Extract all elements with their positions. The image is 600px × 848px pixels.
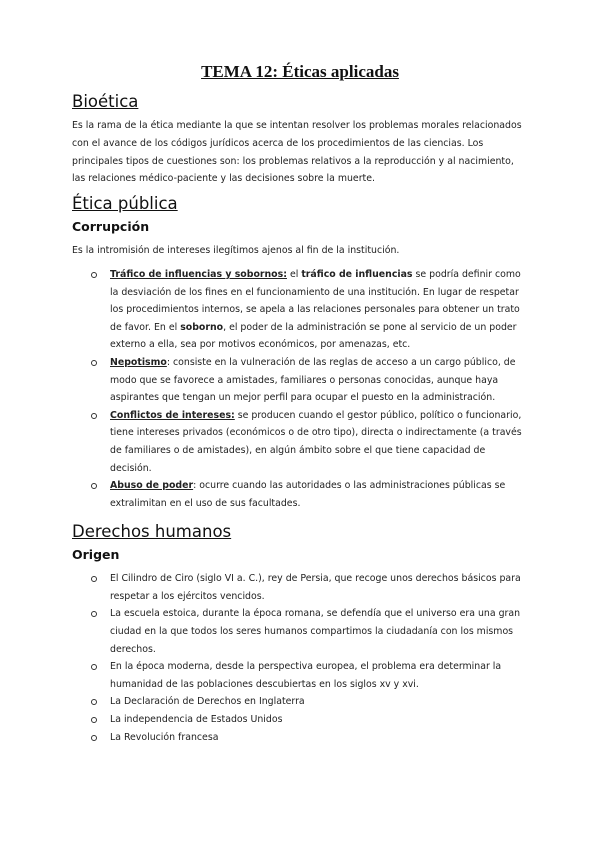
item-text: La independencia de Estados Unidos — [110, 714, 283, 726]
bullet-icon — [91, 735, 97, 741]
term-nepotismo: Nepotismo — [110, 356, 167, 368]
list-item — [110, 477, 528, 512]
bullet-icon — [91, 483, 97, 489]
subheading-origen: Origen — [72, 547, 120, 563]
list-item — [110, 605, 528, 658]
item-text: se podría definir como la desviación de los fines en el funcionamiento de una institución. En lugar de respetar los procedimientos internos, se apela a las relaciones personales para obtener un trato de favor. En el — [110, 268, 521, 333]
item-text: La Declaración de Derechos en Inglaterra — [110, 696, 305, 708]
item-text: : consiste en la vulneración de las reglas de acceso a un cargo público, de modo que se favorece a amistades, familiares o personas conocidas, aunque haya aspirantes que tengan un mejor perfil para ocupar el puesto en la administración. — [110, 356, 516, 404]
heading-bioetica: Bioética — [72, 92, 139, 111]
item-text: La escuela estoica, durante la época romana, se defendía que el universo era una gran ciudad en la que todos los seres humanos compartimos la ciudadanía con los mismos derechos. — [110, 608, 521, 655]
list-item — [110, 711, 528, 729]
term-abuso: Abuso de poder — [110, 480, 194, 492]
item-text: La Revolución francesa — [110, 731, 219, 743]
term-trafico: Tráfico de influencias y sobornos: — [110, 268, 287, 280]
item-text: En la época moderna, desde la perspectiva europea, el problema era determinar la humanidad de las poblaciones descubiertas en los siglos xv y xvi. — [110, 661, 502, 690]
list-item — [110, 266, 528, 354]
section-bioetica — [72, 92, 528, 188]
list-corrupcion — [72, 266, 528, 512]
heading-etica-publica: Ética pública — [72, 194, 178, 214]
list-origen — [72, 570, 528, 746]
term-conflictos: Conflictos de intereses: — [110, 409, 235, 421]
item-text: , el poder de la administración se pone al servicio de un poder externo a ella, sea por motivos económicos, por amenazas, etc. — [110, 321, 517, 351]
bullet-icon — [91, 717, 97, 723]
list-item — [110, 570, 528, 605]
item-text: el — [286, 268, 302, 280]
section-etica-publica — [72, 194, 528, 512]
bullet-icon — [91, 360, 97, 366]
list-item — [110, 407, 528, 477]
section-derechos-humanos — [72, 522, 528, 746]
bullet-icon — [91, 611, 97, 617]
item-text: : ocurre cuando las autoridades o las administraciones públicas se extralimitan en el uso de sus facultades. — [110, 480, 506, 509]
heading-derechos-humanos: Derechos humanos — [72, 522, 232, 542]
item-text: se producen cuando el gestor público, político o funcionario, tiene intereses privados (económicos o de otro tipo), directa o indirectamente (a través de familiares o de amistades), en algún ámbito sobre el que tiene capacidad de decisión. — [110, 409, 522, 474]
bullet-icon — [91, 272, 97, 278]
subheading-corrupcion: Corrupción — [72, 219, 150, 235]
item-text: El Cilindro de Ciro (siglo VI a. C.), rey de Persia, que recoge unos derechos básicos para respetar a los ejércitos vencidos. — [110, 573, 521, 602]
bullet-icon — [91, 576, 97, 582]
list-item — [110, 729, 528, 747]
list-item — [110, 354, 528, 407]
paragraph-corrupcion: Es la intromisión de intereses ilegítimos ajenos al fin de la institución. — [72, 245, 400, 257]
list-item — [110, 658, 528, 693]
term-trafico-influencias: tráfico de influencias — [301, 268, 413, 280]
bullet-icon — [91, 664, 97, 670]
bullet-icon — [91, 699, 97, 705]
page-title: TEMA 12: Éticas aplicadas — [201, 62, 399, 81]
term-soborno: soborno — [180, 321, 224, 333]
bullet-icon — [91, 413, 97, 419]
paragraph-bioetica: Es la rama de la ética mediante la que se intentan resolver los problemas morales relacionados con el avance de los códigos jurídicos acerca de los procedimientos de las ciencias. Los principales tipos de cuestiones son: los problemas relativos a la reproducción y al nacimiento, las relaciones médico-paciente y las decisiones sobre la muerte. — [72, 120, 522, 185]
list-item — [110, 693, 528, 711]
